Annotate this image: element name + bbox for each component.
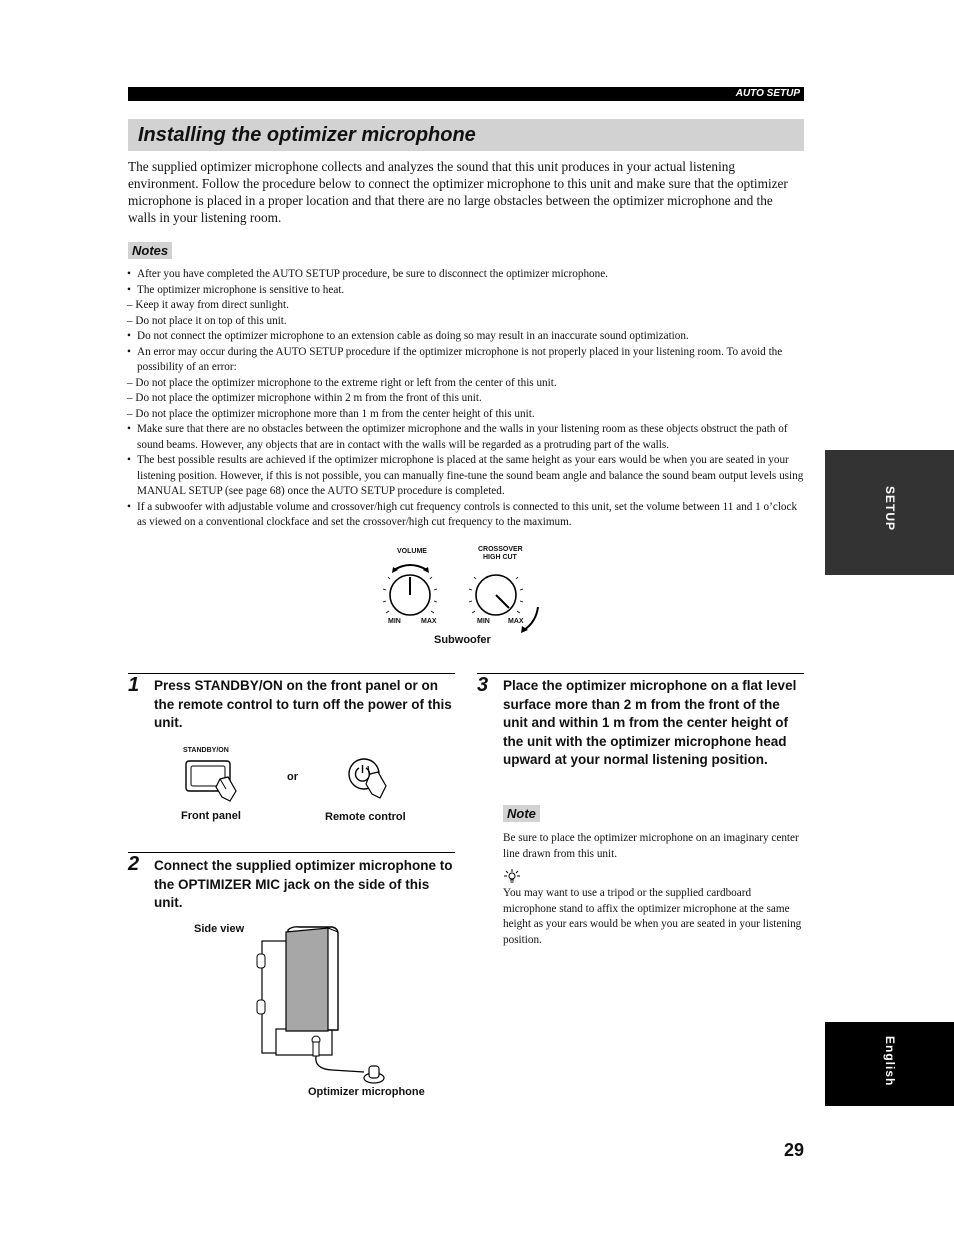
step3-number: 3 bbox=[477, 674, 489, 696]
front-panel-caption: Front panel bbox=[181, 810, 241, 822]
optimizer-mic-caption: Optimizer microphone bbox=[308, 1086, 425, 1098]
step3-note-heading: Note bbox=[503, 805, 540, 822]
crossover-max-label: MAX bbox=[508, 618, 524, 625]
notes-list bbox=[127, 267, 807, 531]
note-subitem: – Do not place it on top of this unit. bbox=[127, 314, 287, 327]
english-side-tab[interactable] bbox=[825, 1022, 954, 1106]
step2-number: 2 bbox=[128, 853, 140, 875]
step3-tip-text: You may want to use a tripod or the supplied cardboard microphone stand to affix the optimizer microphone at the same height as your ears would be when you are seated in your listening position. bbox=[503, 887, 802, 946]
note-item: • Do not connect the optimizer microphone to an extension cable as doing so may result in an inaccurate sound optimization. bbox=[127, 330, 689, 342]
volume-min-label: MIN bbox=[388, 618, 401, 625]
step2-text: Connect the supplied optimizer microphone to the OPTIMIZER MIC jack on the side of this unit. bbox=[154, 858, 453, 911]
front-panel-button-illustration bbox=[184, 757, 244, 805]
note-item: • An error may occur during the AUTO SETUP procedure if the optimizer microphone is not properly placed in your listening room. To avoid the possibility of an error: bbox=[127, 345, 783, 373]
volume-label: VOLUME bbox=[397, 548, 427, 555]
note-item: • After you have completed the AUTO SETUP procedure, be sure to disconnect the optimizer microphone. bbox=[127, 268, 608, 280]
note-item: • The best possible results are achieved if the optimizer microphone is placed at the same height as your ears would be when you are seated in your listening position. However, if this is not possible, you can manually fine-tune the sound beam angle and balance the sound beam output levels using MANUAL SETUP (see page 68) once the AUTO SETUP procedure is completed. bbox=[127, 454, 804, 497]
step1-text: Press STANDBY/ON on the front panel or on the remote control to turn off the power of this unit. bbox=[154, 678, 452, 731]
subwoofer-caption: Subwoofer bbox=[434, 634, 491, 646]
step1-rule bbox=[128, 673, 455, 674]
note-subitem: – Do not place the optimizer microphone more than 1 m from the center height of this unit. bbox=[127, 407, 535, 420]
volume-max-label: MAX bbox=[421, 618, 437, 625]
volume-knob bbox=[383, 565, 437, 615]
intro-paragraph: The supplied optimizer microphone collects and analyzes the sound that this unit produces in your actual listening environment. Follow the procedure below to connect the optimizer microphone to this unit and make sure that the optimizer microphone is placed in a proper location and that there are no large obstacles between the optimizer microphone and the walls in your listening room. bbox=[128, 159, 788, 225]
side-view-label: Side view bbox=[194, 923, 245, 935]
step3-rule bbox=[477, 673, 804, 674]
note-item: • The optimizer microphone is sensitive to heat. bbox=[127, 283, 345, 296]
step3-note-text: Be sure to place the optimizer microphone on an imaginary center line drawn from this unit. bbox=[503, 832, 799, 860]
or-label: or bbox=[287, 771, 298, 783]
highcut-label: HIGH CUT bbox=[483, 554, 517, 561]
side-view-illustration bbox=[252, 924, 392, 1089]
section-header-label: AUTO SETUP bbox=[735, 88, 800, 99]
setup-side-tab[interactable] bbox=[825, 450, 954, 575]
crossover-label: CROSSOVER bbox=[478, 546, 523, 553]
power-icon bbox=[344, 754, 394, 804]
note-subitem: – Do not place the optimizer microphone within 2 m from the front of this unit. bbox=[127, 392, 482, 404]
note-subitem: – Do not place the optimizer microphone to the extreme right or left from the center of this unit. bbox=[127, 376, 557, 389]
page-number: 29 bbox=[783, 1140, 804, 1160]
remote-control-caption: Remote control bbox=[325, 811, 406, 823]
tip-icon bbox=[503, 868, 521, 884]
page-title-box bbox=[128, 119, 804, 151]
step1-number: 1 bbox=[128, 674, 140, 696]
note-item: • Make sure that there are no obstacles between the optimizer microphone and the walls in your listening room as these objects obstruct the path of sound beams. However, any objects that are in contact with the walls will be regarded as a protruding part of the walls. bbox=[127, 423, 788, 451]
page-title: Installing the optimizer microphone bbox=[138, 124, 476, 146]
standby-button-label: STANDBY/ON bbox=[183, 747, 229, 754]
step2-rule bbox=[128, 852, 455, 853]
step3-text: Place the optimizer microphone on a flat level surface more than 2 m from the front of the unit and within 1 m from the center height of the unit with the optimizer microphone head upward at your normal listening position. bbox=[503, 678, 797, 768]
notes-heading: Notes bbox=[128, 242, 172, 259]
note-item: • If a subwoofer with adjustable volume and crossover/high cut frequency controls is connected to this unit, set the volume between 11 and 1 o’clock as viewed on a conventional clockface and set the crossover/high cut frequency to the maximum. bbox=[127, 500, 798, 528]
section-header-bar bbox=[128, 87, 804, 101]
english-tab-label: English bbox=[883, 1036, 897, 1087]
note-subitem: – Keep it away from direct sunlight. bbox=[127, 299, 289, 311]
crossover-min-label: MIN bbox=[477, 618, 490, 625]
setup-tab-label: SETUP bbox=[883, 486, 897, 532]
